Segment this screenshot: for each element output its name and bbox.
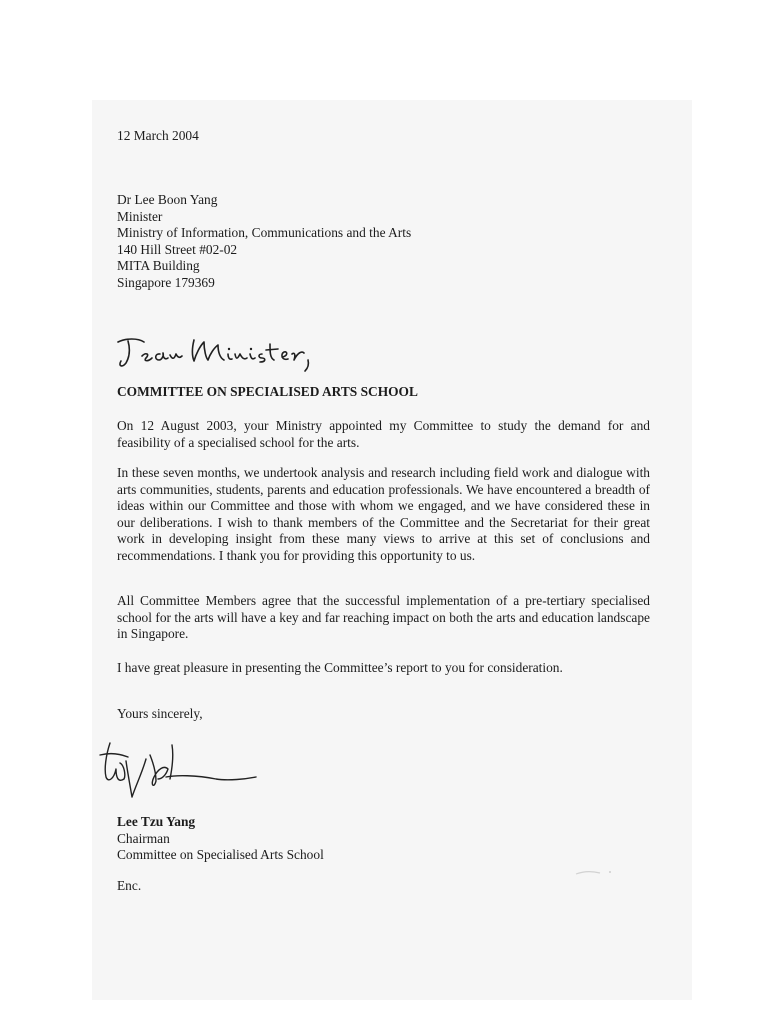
closing [117,706,650,723]
enclosure-note [117,878,650,895]
recipient-name: Dr Lee Boon Yang [117,192,218,207]
signatory-title: Chairman [117,830,170,846]
recipient-address [117,192,650,292]
recipient-street: 140 Hill Street #02-02 [117,241,238,257]
date-text: 12 March 2004 [117,128,199,143]
paragraph-2: In these seven months, we undertook analysis and research including field work and dialogue with arts communities, students, parents and education professionals. We have encountered a breadth of ideas within our Committee and those with whom we engaged, and we have considered these in our deliberations. I wish to thank members of the Committee and the Secretariat for their great work in developing insight from these many views to arrive at this set of conclusions and recommendations. I thank you for providing this opportunity to us. [117,465,650,563]
subject-heading: COMMITTEE ON SPECIALISED ARTS SCHOOL [117,384,418,399]
recipient-ministry: Ministry of Information, Communications and the Arts [117,225,412,241]
closing-text: Yours sincerely, [117,706,203,721]
enclosure-text: Enc. [117,878,142,893]
letter-date [117,128,650,145]
recipient-title: Minister [117,208,163,224]
signatory-block [117,814,650,864]
paragraph-1: On 12 August 2003, your Ministry appointed my Committee to study the demand for and feasibility of a specialised school for the arts. [117,418,650,450]
handwritten-salutation [112,330,312,374]
scan-speck [572,868,617,878]
handwritten-signature [96,735,266,805]
paragraph-4: I have great pleasure in presenting the Committee’s report to you for consideration. [117,660,563,675]
recipient-postcode: Singapore 179369 [117,274,215,290]
recipient-building: MITA Building [117,258,200,274]
paragraph-3: All Committee Members agree that the successful implementation of a pre-tertiary specialised school for the arts will have a key and far reaching impact on both the arts and education landscape in Singapore. [117,593,650,642]
signatory-organisation: Committee on Specialised Arts School [117,847,324,863]
letter-subject [117,384,650,401]
signatory-name: Lee Tzu Yang [117,814,196,829]
